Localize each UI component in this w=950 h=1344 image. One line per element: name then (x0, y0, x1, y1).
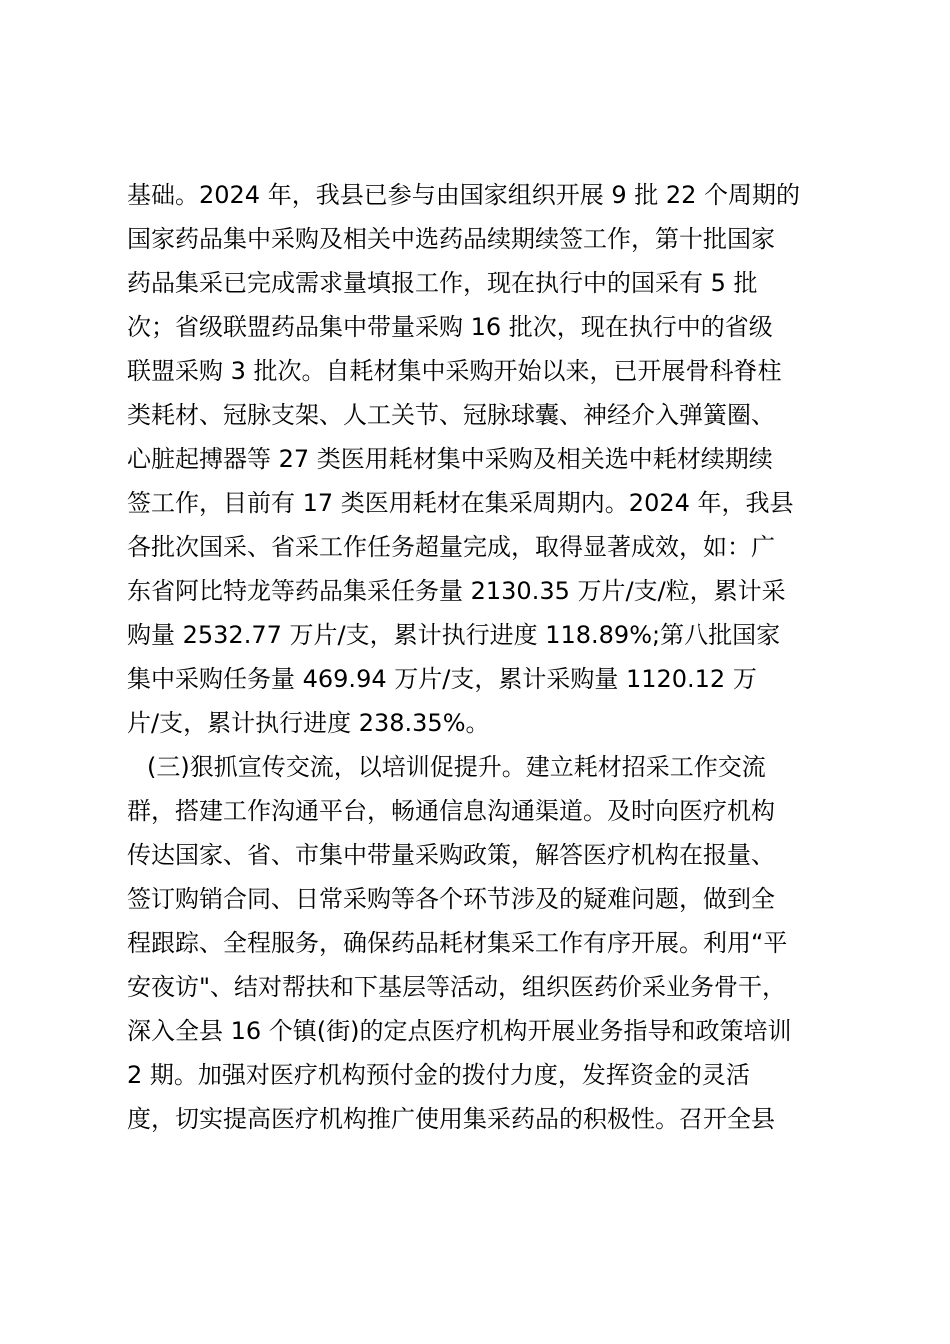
text-line: 集中采购任务量 469.94 万片/支，累计采购量 1120.12 万 (127, 665, 757, 693)
text-line: 心脏起搏器等 27 类医用耗材集中采购及相关选中耗材续期续 (127, 445, 773, 473)
section-heading-line: (三)狠抓宣传交流，以培训促提升。建立耗材招采工作交流 (147, 753, 766, 781)
text-line: 安夜访"、结对帮扶和下基层等活动，组织医药价采业务骨干， (127, 973, 787, 1001)
text-line: 各批次国采、省采工作任务超量完成，取得显著成效，如：广 (127, 533, 775, 561)
text-line: 2 期。加强对医疗机构预付金的拨付力度，发挥资金的灵活 (127, 1061, 750, 1089)
text-line: 药品集采已完成需求量填报工作，现在执行中的国采有 5 批 (127, 269, 758, 297)
text-line: 度，切实提高医疗机构推广使用集采药品的积极性。召开全县 (127, 1105, 775, 1133)
text-line: 深入全县 16 个镇(街)的定点医疗机构开展业务指导和政策培训 (127, 1017, 792, 1045)
text-line: 片/支，累计执行进度 238.35%。 (127, 709, 490, 737)
text-line: 签订购销合同、日常采购等各个环节涉及的疑难问题，做到全 (127, 885, 775, 913)
text-line: 类耗材、冠脉支架、人工关节、冠脉球囊、神经介入弹簧圈、 (127, 401, 775, 429)
text-line: 群，搭建工作沟通平台，畅通信息沟通渠道。及时向医疗机构 (127, 797, 775, 825)
text-line: 签工作，目前有 17 类医用耗材在集采周期内。2024 年，我县 (127, 489, 794, 517)
text-line: 次；省级联盟药品集中带量采购 16 批次，现在执行中的省级 (127, 313, 773, 341)
body-text (127, 173, 832, 1141)
text-line: 传达国家、省、市集中带量采购政策，解答医疗机构在报量、 (127, 841, 775, 869)
text-line: 联盟采购 3 批次。自耗材集中采购开始以来，已开展骨科脊柱 (127, 357, 782, 385)
text-line: 国家药品集中采购及相关中选药品续期续签工作，第十批国家 (127, 225, 775, 253)
text-line: 东省阿比特龙等药品集采任务量 2130.35 万片/支/粒，累计采 (127, 577, 786, 605)
text-line: 购量 2532.77 万片/支，累计执行进度 118.89%;第八批国家 (127, 621, 781, 649)
text-line: 程跟踪、全程服务，确保药品耗材集采工作有序开展。利用“平 (127, 929, 788, 957)
text-line: 基础。2024 年，我县已参与由国家组织开展 9 批 22 个周期的 (127, 181, 801, 209)
